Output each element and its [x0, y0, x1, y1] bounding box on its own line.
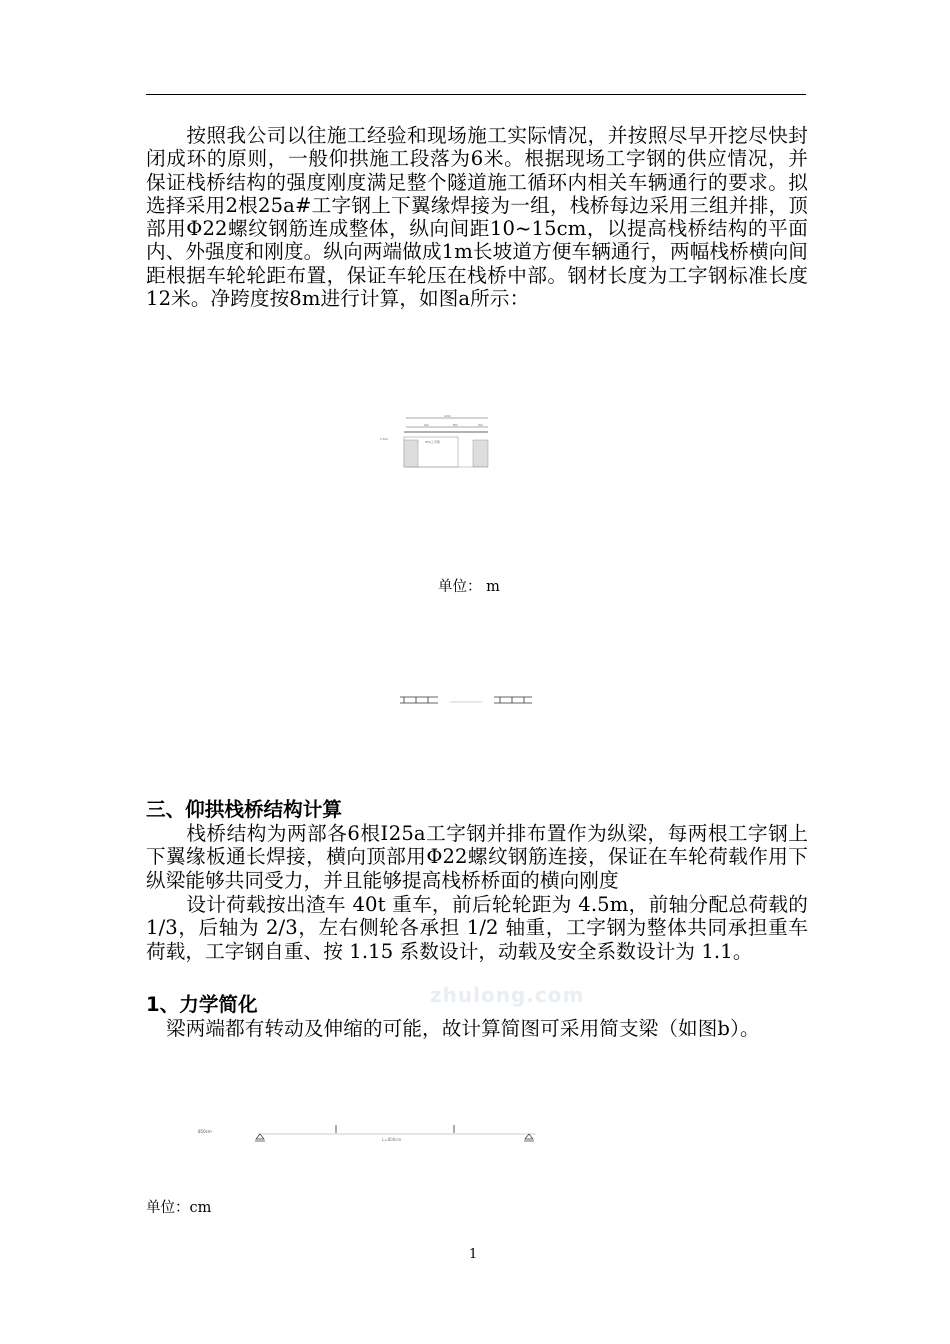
header-rule: [146, 94, 806, 95]
page-number: 1: [469, 1247, 478, 1262]
watermark: zhulong.com: [430, 983, 585, 1007]
figure-a-drawing: [378, 412, 490, 472]
figure-a-cross-section: [398, 692, 538, 706]
paragraph-text: 梁两端都有转动及伸缩的可能，故计算简图可采用简支梁（如图b）。: [166, 1017, 760, 1040]
left-support: [256, 1134, 264, 1139]
paragraph-text: 按照我公司以往施工经验和现场施工实际情况，并按照尽早开挖尽快封闭成环的原则，一般仰拱施工段落为6米。根据现场工字钢的供应情况，并保证栈桥结构的强度刚度满足整个隧道施工循环内相关车辆通行的要求。拟选择采用2根25a#工字钢上下翼缘焊接为一组，栈桥每边采用三组并排，顶部用Φ22螺纹钢筋连成整体，纵向间距10~15cm，以提高栈桥结构的平面内、外强度和刚度。纵向两端做成1m长坡道方便车辆通行，两幅栈桥横向间距根据车轮轮距布置，保证车轮压在栈桥中部。钢材长度为工字钢标准长度12米。净跨度按8m进行计算，如图a所示：: [146, 124, 808, 311]
figure-b-simple-beam: [196, 1120, 546, 1150]
span-label: L=800cm: [382, 1137, 402, 1142]
section-heading: 三、仰拱栈桥结构计算: [146, 798, 342, 821]
paragraph-text: 栈桥结构为两部各6根Ⅰ25a工字钢并排布置作为纵梁，每两根工字钢上下翼缘板通长焊接，横向顶部用Φ22螺纹钢筋连接，保证在车轮荷载作用下纵梁能够共同受力，并且能够提高栈桥桥面的横向刚度: [146, 822, 808, 892]
paragraph-simplification: [146, 1017, 808, 1040]
figure-b-left-label: 850cm: [198, 1129, 212, 1134]
dimension-total-label: 12m: [444, 414, 451, 418]
figure-b-unit-caption: 单位：cm: [146, 1200, 212, 1216]
paragraph-structure: [146, 822, 808, 892]
dimension-left-label: 2m: [424, 423, 429, 427]
paragraph-text: 设计荷载按出渣车 40t 重车，前后轮轮距为 4.5m，前轴分配总荷载的 1/3，后轴为 2/3，左右侧轮各承担 1/2 轴重，工字钢为整体共同承担重车荷载，工字钢自重、按 1.15 系数设计，动载及安全系数设计为 1.1。: [146, 893, 808, 963]
figure-a-unit-caption: 单位： m: [438, 579, 500, 595]
beam-label: 25a工字钢: [425, 440, 440, 444]
paragraph-design-load: [146, 893, 808, 963]
left-abutment: [404, 440, 418, 467]
right-abutment: [473, 440, 488, 467]
right-support: [525, 1134, 533, 1139]
side-height-label: 1.5m: [380, 437, 388, 441]
dimension-mid-label: 8m: [453, 423, 458, 427]
subsection-heading: 1、力学简化: [146, 993, 258, 1016]
paragraph-construction-plan: [146, 124, 808, 310]
cross-section-drawing: [398, 693, 538, 707]
dimension-right-label: 2m: [478, 423, 483, 427]
figure-a-trestle-elevation: [378, 412, 490, 472]
figure-b-drawing: [196, 1120, 546, 1150]
